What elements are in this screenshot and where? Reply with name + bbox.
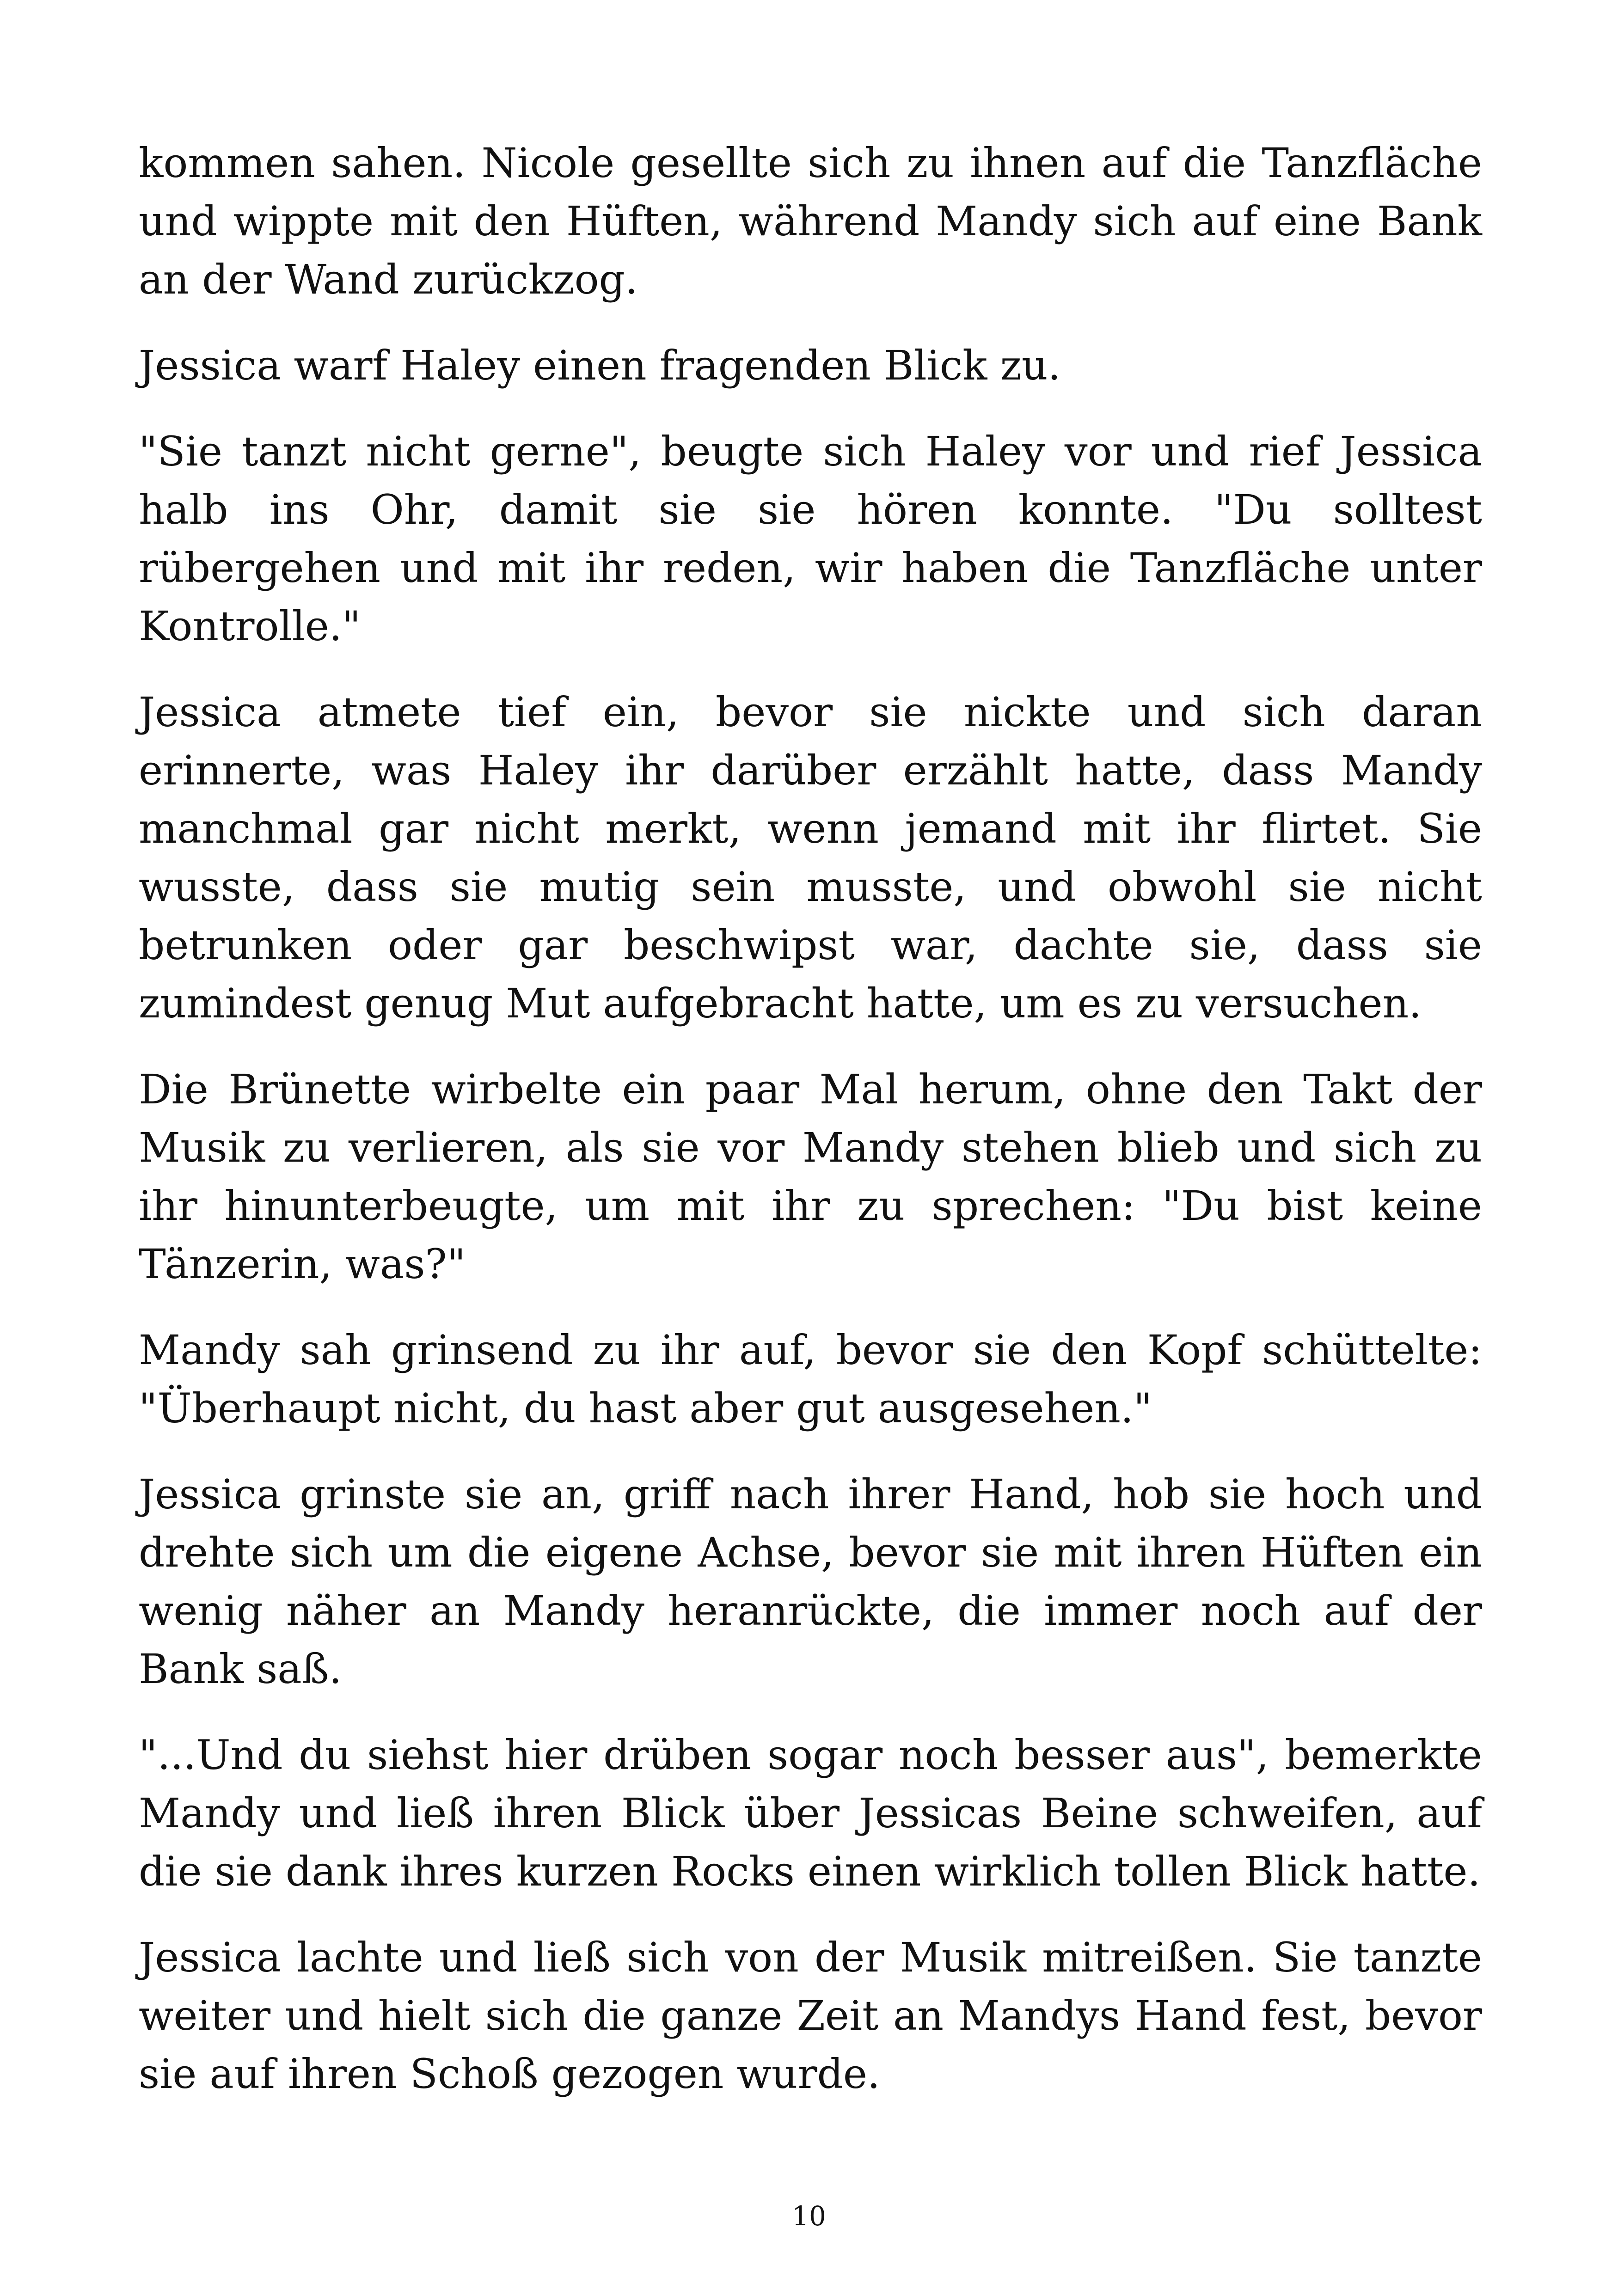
paragraph-9: Jessica lachte und ließ sich von der Musik mitreißen. Sie tanzte weiter und hielt sich die ganze Zeit an Mandys Hand fest, bevor sie auf ihren Schoß gezogen wurde. xyxy=(139,1934,1482,2098)
paragraph-1: kommen sahen. Nicole gesellte sich zu ihnen auf die Tanzfläche und wippte mit den Hüften, während Mandy sich auf eine Bank an der Wand zurückzog. xyxy=(139,139,1482,303)
paragraph-7: Jessica grinste sie an, griff nach ihrer Hand, hob sie hoch und drehte sich um die eigene Achse, bevor sie mit ihren Hüften ein wenig näher an Mandy heranrückte, die immer noch auf der Bank saß. xyxy=(139,1470,1482,1693)
paragraph-8: "...Und du siehst hier drüben sogar noch besser aus", bemerkte Mandy und ließ ihren Blick über Jessicas Beine schweifen, auf die sie dank ihres kurzen Rocks einen wirklich tollen Blick hatte. xyxy=(139,1731,1482,1895)
paragraph-4: Jessica atmete tief ein, bevor sie nickte und sich daran erinnerte, was Haley ihr darüber erzählt hatte, dass Mandy manchmal gar nicht merkt, wenn jemand mit ihr flirtet. Sie wusste, dass sie mutig sein musste, und obwohl sie nicht betrunken oder gar beschwipst war, dachte sie, dass sie zumindest genug Mut aufgebracht hatte, um es zu versuchen. xyxy=(139,688,1482,1027)
paragraph-5: Die Brünette wirbelte ein paar Mal herum, ohne den Takt der Musik zu verlieren, als sie vor Mandy stehen blieb und sich zu ihr hinunterbeugte, um mit ihr zu sprechen: "Du bist keine Tänzerin, was?" xyxy=(139,1065,1482,1288)
paragraph-6: Mandy sah grinsend zu ihr auf, bevor sie den Kopf schüttelte: "Überhaupt nicht, du hast aber gut ausgesehen." xyxy=(139,1326,1482,1432)
paragraph-2: Jessica warf Haley einen fragenden Blick zu. xyxy=(139,342,1061,389)
paragraph-3: "Sie tanzt nicht gerne", beugte sich Haley vor und rief Jessica halb ins Ohr, damit sie sie hören konnte. "Du solltest rübergehen und mit ihr reden, wir haben die Tanzfläche unter Kontrolle." xyxy=(139,428,1482,650)
body-text xyxy=(139,134,1482,2131)
page-number: 10 xyxy=(792,2200,826,2232)
